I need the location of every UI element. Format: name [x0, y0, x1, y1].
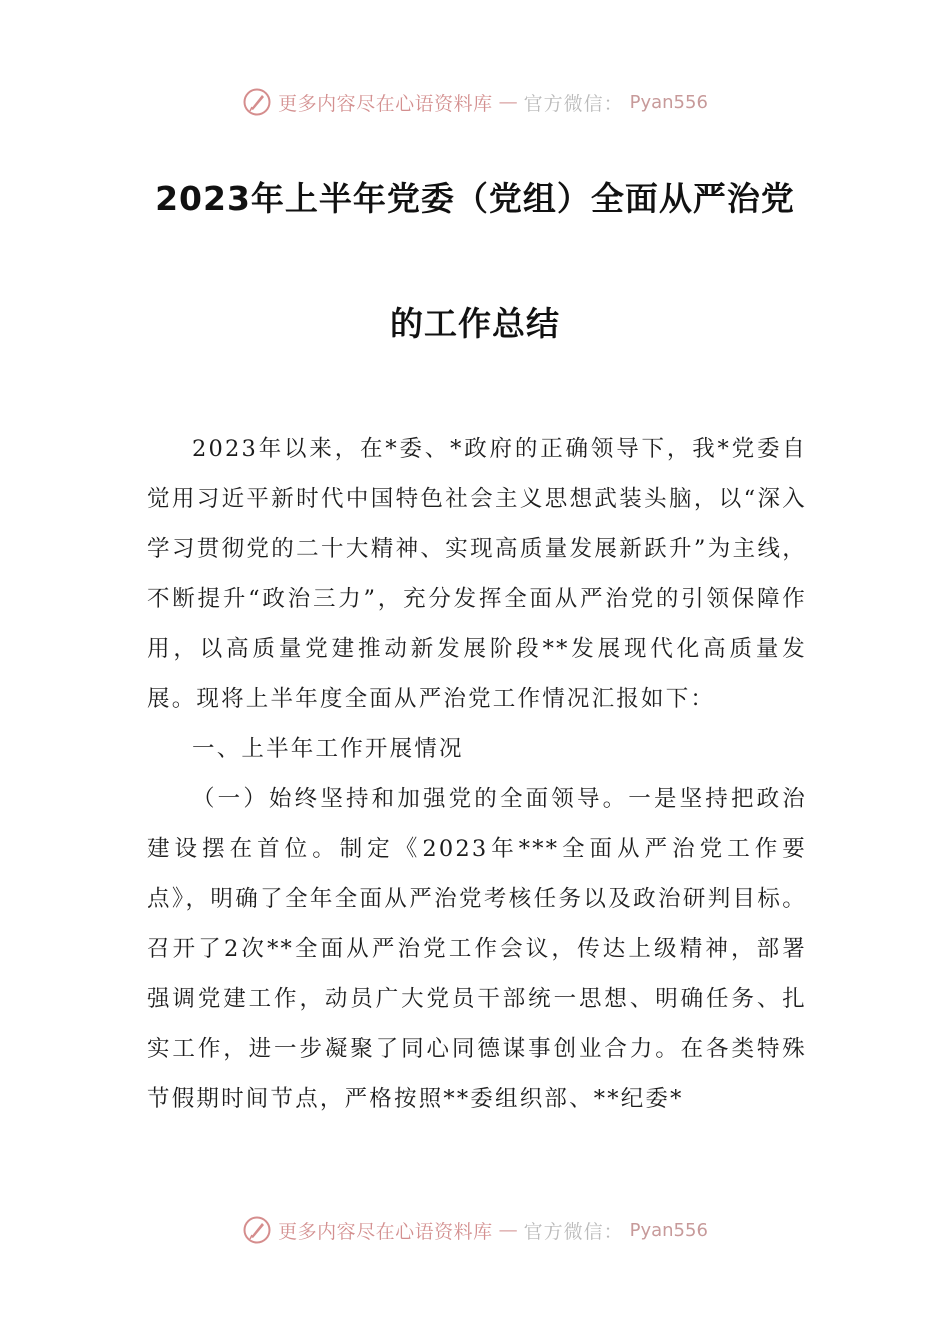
watermark-brand: 更多内容尽在心语资料库 [278, 1220, 493, 1243]
section-heading: 一、上半年工作开展情况 [192, 736, 464, 762]
document-title-line-2: 的工作总结 [390, 304, 560, 343]
header-watermark [0, 82, 950, 122]
watermark-dash: — [498, 91, 518, 113]
paragraph-intro: 2023年以来，在*委、*政府的正确领导下，我*党委自觉用习近平新时代中国特色社会主义思想武装头脑，以“深入学习贯彻党的二十大精神、实现高质量发展新跃升”为主线，不断提升“政治三力”，充分发挥全面从严治党的引领保障作用，以高质量党建推动新发展阶段**发展现代化高质量发展。现将上半年度全面从严治党工作情况汇报如下： [147, 436, 807, 712]
watermark-wechat-id: Pyan556 [629, 1219, 708, 1241]
document-body [147, 424, 807, 1124]
watermark-wechat-label: 官方微信： [523, 1220, 624, 1243]
watermark-brand: 更多内容尽在心语资料库 [278, 92, 493, 115]
quill-logo-icon [242, 87, 272, 117]
quill-logo-icon [242, 1215, 272, 1245]
paragraph-leadership: （一）始终坚持和加强党的全面领导。一是坚持把政治建设摆在首位。制定《2023年***全面从严治党工作要点》，明确了全年全面从严治党考核任务以及政治研判目标。召开了2次**全面从严治党工作会议，传达上级精神，部署强调党建工作，动员广大党员干部统一思想、明确任务、扎实工作，进一步凝聚了同心同德谋事创业合力。在各类特殊节假期时间节点，严格按照**委组织部、**纪委* [147, 786, 807, 1112]
document-title-line-1: 2023年上半年党委（党组）全面从严治党 [155, 179, 795, 218]
watermark-dash: — [498, 1219, 518, 1241]
footer-watermark [0, 1210, 950, 1250]
watermark-wechat-id: Pyan556 [629, 91, 708, 113]
watermark-wechat-label: 官方微信： [523, 92, 624, 115]
